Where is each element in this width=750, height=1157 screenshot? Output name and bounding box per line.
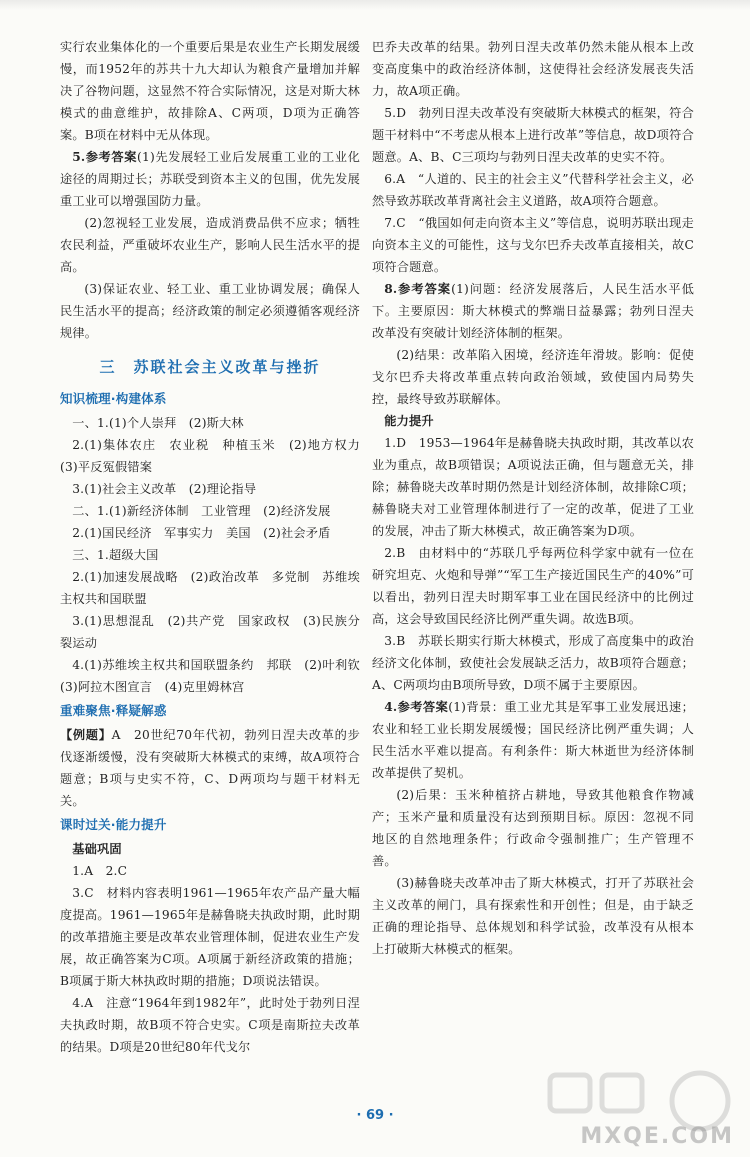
- knowledge-item: 3.(1)思想混乱 (2)共产党 国家政权 (3)民族分裂运动: [60, 614, 360, 650]
- answer-5-part-2: (2)忽视轻工业发展，造成消费品供不应求；牺牲农民利益，严重破坏农业生产，影响人民生活水平的提高。: [60, 216, 360, 274]
- heading-knowledge: 知识梳理·构建体系: [60, 391, 167, 406]
- answer-5-part-1: [60, 146, 360, 212]
- answer-4-part-1: [372, 696, 694, 784]
- answer-text: (1)背景：重工业尤其是军事工业发展迅速；农业和轻工业长期发展缓慢；国民经济比例严重失调；人民生活水平难以提高。有利条件：斯大林逝世为经济体制改革提供了契机。: [372, 700, 694, 780]
- page-number: · 69 ·: [356, 1108, 394, 1123]
- question-number: 8.: [384, 282, 398, 296]
- answer-8-part-1: [372, 278, 694, 344]
- question-number: 4.: [384, 700, 398, 714]
- answer-item: 4.A 注意“1964年到1982年”，此时处于勃列日涅夫执政时期，故B项不符合史实。C项是南斯拉夫改革的结果。D项是20世纪80年代戈尔: [60, 996, 360, 1054]
- example-label: 【例题】: [60, 728, 112, 742]
- answer-4-part-3: (3)赫鲁晓夫改革冲击了斯大林模式，打开了苏联社会主义改革的闸门，具有探索性和开创性；但是，由于缺乏正确的理论指导、总体规划和科学试验，改革没有从根本上打破斯大林模式的框架。: [372, 876, 694, 956]
- page-number-value: 69: [365, 1108, 385, 1123]
- answer-item: 3.C 材料内容表明1961—1965年农产品产量大幅度提高。1961—1965年是赫鲁晓夫执政时期，此时期的改革措施主要是改革农业管理体制，促进农业生产发展，故正确答案为C项。A项属于新经济政策的措施；B项属于斯大林执政时期的措施；D项说法错误。: [60, 886, 360, 988]
- answer-item: 2.B 由材料中的“苏联几乎每两位科学家中就有一位在研究坦克、火炮和导弹”“军工生产接近国民生产的40%”可以看出，勃列日涅夫时期军事工业在国民经济中的比例过高，这会导致国民经济比例严重失调。故选B项。: [372, 546, 694, 626]
- answer-item: 6.A “人道的、民主的社会主义”代替科学社会主义，必然导致苏联改革背离社会主义道路，故A项符合题意。: [372, 172, 694, 208]
- knowledge-item: 二、1.(1)新经济体制 工业管理 (2)经济发展: [72, 504, 331, 518]
- right-column: [372, 36, 694, 960]
- knowledge-item: 一、1.(1)个人崇拜 (2)斯大林: [72, 416, 244, 430]
- question-number: 5.: [72, 150, 86, 164]
- scan-edge: [0, 0, 750, 10]
- answer-text: (1)问题：经济发展落后，人民生活水平低下。主要原因：斯大林模式的弊端日益暴露；勃列日涅夫改革没有突破计划经济体制的框架。: [372, 282, 694, 340]
- knowledge-item: 2.(1)集体农庄 农业税 种植玉米 (2)地方权力 (3)平反冤假错案: [60, 438, 373, 474]
- example-paragraph: [60, 724, 360, 812]
- knowledge-item: 三、1.超级大国: [72, 548, 159, 562]
- heading-practice: 课时过关·能力提升: [60, 817, 167, 832]
- answer-5-part-3: (3)保证农业、轻工业、重工业协调发展；确保人民生活水平的提高；经济政策的制定必须遵循客观经济规律。: [60, 282, 360, 340]
- answer-item: 7.C “俄国如何走向资本主义”等信息，说明苏联出现走向资本主义的可能性，这与戈尔巴乔夫改革直接相关，故C项符合题意。: [372, 216, 694, 274]
- paragraph: 巴乔夫改革的结果。勃列日涅夫改革仍然未能从根本上改变高度集中的政治经济体制，这使得社会经济发展丧失活力，故A项正确。: [372, 40, 694, 98]
- knowledge-item: 3.(1)社会主义改革 (2)理论指导: [72, 482, 257, 496]
- answer-item: 1.D 1953—1964年是赫鲁晓夫执政时期，其改革以农业为重点，故B项错误；A项说法正确，但与题意无关，排除；赫鲁晓夫改革时期仍然是计划经济体制，故排除C项；赫鲁晓夫对工业管理体制进行了一定的改革，促进了工业的发展，冲击了斯大林模式，故正确答案为D项。: [372, 436, 694, 538]
- answer-item: 5.D 勃列日涅夫改革没有突破斯大林模式的框架，符合题干材料中“不考虑从根本上进行改革”等信息，故D项符合题意。A、B、C三项均与勃列日涅夫改革的史实不符。: [372, 106, 694, 164]
- answer-4-part-2: (2)后果：玉米种植挤占耕地，导致其他粮食作物减产；玉米产量和质量没有达到预期目标。原因：忽视不同地区的自然地理条件；行政命令强制推广；生产管理不善。: [372, 788, 694, 868]
- subheading-ability: 能力提升: [384, 414, 434, 428]
- subheading-basic: 基础巩固: [72, 842, 122, 856]
- left-column: [60, 36, 373, 1058]
- knowledge-item: 2.(1)加速发展战略 (2)政治改革 多党制 苏维埃主权共和国联盟: [60, 570, 360, 606]
- heading-focus: 重难聚焦·释疑解惑: [60, 703, 167, 718]
- answer-text: (1)先发展轻工业后发展重工业的工业化途径的周期过长；苏联受到资本主义的包围，优先发展重工业可以增强国防力量。: [60, 150, 360, 208]
- knowledge-item: 4.(1)苏维埃主权共和国联盟条约 邦联 (2)叶利钦 (3)阿拉木图宣言 (4)克里姆林宫: [60, 658, 373, 694]
- answer-item: 3.B 苏联长期实行斯大林模式，形成了高度集中的政治经济文化体制，致使社会发展缺乏活力，故B项符合题意；A、C两项均由B项所导致，D项不属于主要原因。: [372, 634, 694, 692]
- knowledge-item: 2.(1)国民经济 军事实力 美国 (2)社会矛盾: [72, 526, 331, 540]
- answer-label: 参考答案: [397, 700, 449, 714]
- watermark-text: MXQE.COM: [580, 1124, 734, 1149]
- answer-item: 1.A 2.C: [72, 864, 128, 878]
- answer-label: 参考答案: [397, 282, 452, 296]
- example-text: A 20世纪70年代初，勃列日涅夫改革的步伐逐渐缓慢，没有突破斯大林模式的束缚，故A项符合题意；B项与史实不符，C、D两项均与题干材料无关。: [60, 728, 360, 808]
- answer-label: 参考答案: [85, 150, 138, 164]
- paragraph: 实行农业集体化的一个重要后果是农业生产长期发展缓慢，而1952年的苏共十九大却认为粮食产量增加并解决了谷物问题，这显然不符合实际情况，这是对斯大林模式的曲意维护，故排除A、C两项，D项为正确答案。B项在材料中无从体现。: [60, 40, 360, 142]
- answer-8-part-2: (2)结果：改革陷入困境，经济连年滑坡。影响：促使戈尔巴乔夫将改革重点转向政治领域，致使国内局势失控，最终导致苏联解体。: [372, 348, 694, 406]
- section-title: 三 苏联社会主义改革与挫折: [99, 358, 321, 376]
